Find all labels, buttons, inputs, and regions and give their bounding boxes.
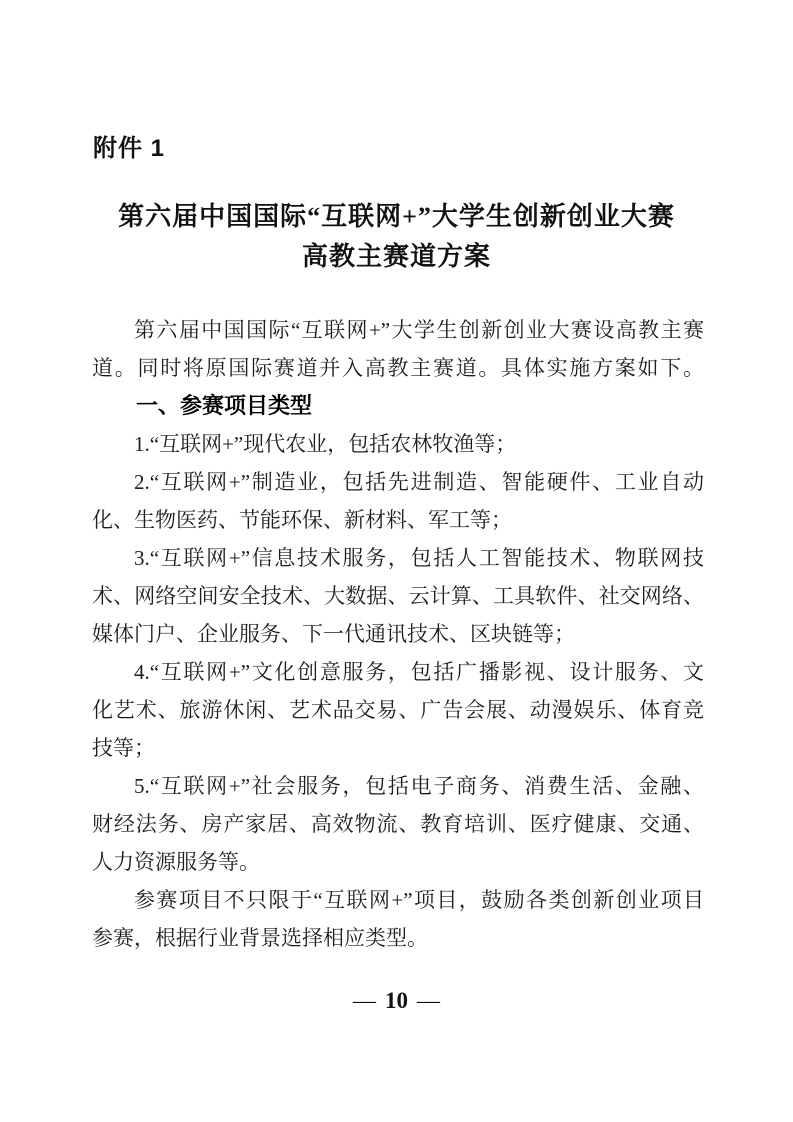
page-number: 10 (385, 988, 408, 1013)
document-title (0, 197, 793, 277)
closing-line: 参赛项目不只限于“互联网+”项目，鼓励各类创新创业项目 (134, 888, 704, 912)
document-title-line2: 高教主赛道方案 (301, 242, 491, 271)
footer-dash-right: — (417, 988, 440, 1013)
footer-dash-left: — (353, 988, 376, 1013)
document-title-line1: 第六届中国国际“互联网+”大学生创新创业大赛 (118, 202, 675, 231)
item-3-line: 术、网络空间安全技术、大数据、云计算、工具软件、社交网络、 (92, 584, 704, 608)
section-heading: 一、参赛项目类型 (136, 393, 313, 418)
item-2-line: 化、生物医药、节能环保、新材料、军工等； (92, 508, 512, 532)
page-footer (0, 988, 793, 1014)
item-4-line: 技等； (92, 736, 155, 760)
item-5-line: 5.“互联网+”社会服务，包括电子商务、消费生活、金融、 (134, 774, 704, 798)
item-2-line: 2.“互联网+”制造业，包括先进制造、智能硬件、工业自动 (134, 470, 704, 494)
attachment-label: 附件 1 (93, 135, 166, 162)
item-5-line: 人力资源服务等。 (92, 850, 260, 874)
item-1-line: 1.“互联网+”现代农业，包括农林牧渔等； (134, 432, 517, 456)
item-5-line: 财经法务、房产家居、高效物流、教育培训、医疗健康、交通、 (92, 812, 704, 836)
item-3-line: 3.“互联网+”信息技术服务，包括人工智能技术、物联网技 (134, 546, 704, 570)
intro-line: 道。同时将原国际赛道并入高教主赛道。具体实施方案如下。 (92, 356, 704, 380)
document-body (92, 311, 704, 957)
item-4-line: 化艺术、旅游休闲、艺术品交易、广告会展、动漫娱乐、体育竞 (92, 698, 704, 722)
closing-line: 参赛，根据行业背景选择相应类型。 (92, 926, 428, 950)
intro-line: 第六届中国国际“互联网+”大学生创新创业大赛设高教主赛 (134, 318, 704, 342)
item-3-line: 媒体门户、企业服务、下一代通讯技术、区块链等； (92, 622, 575, 646)
item-4-line: 4.“互联网+”文化创意服务，包括广播影视、设计服务、文 (134, 660, 704, 684)
